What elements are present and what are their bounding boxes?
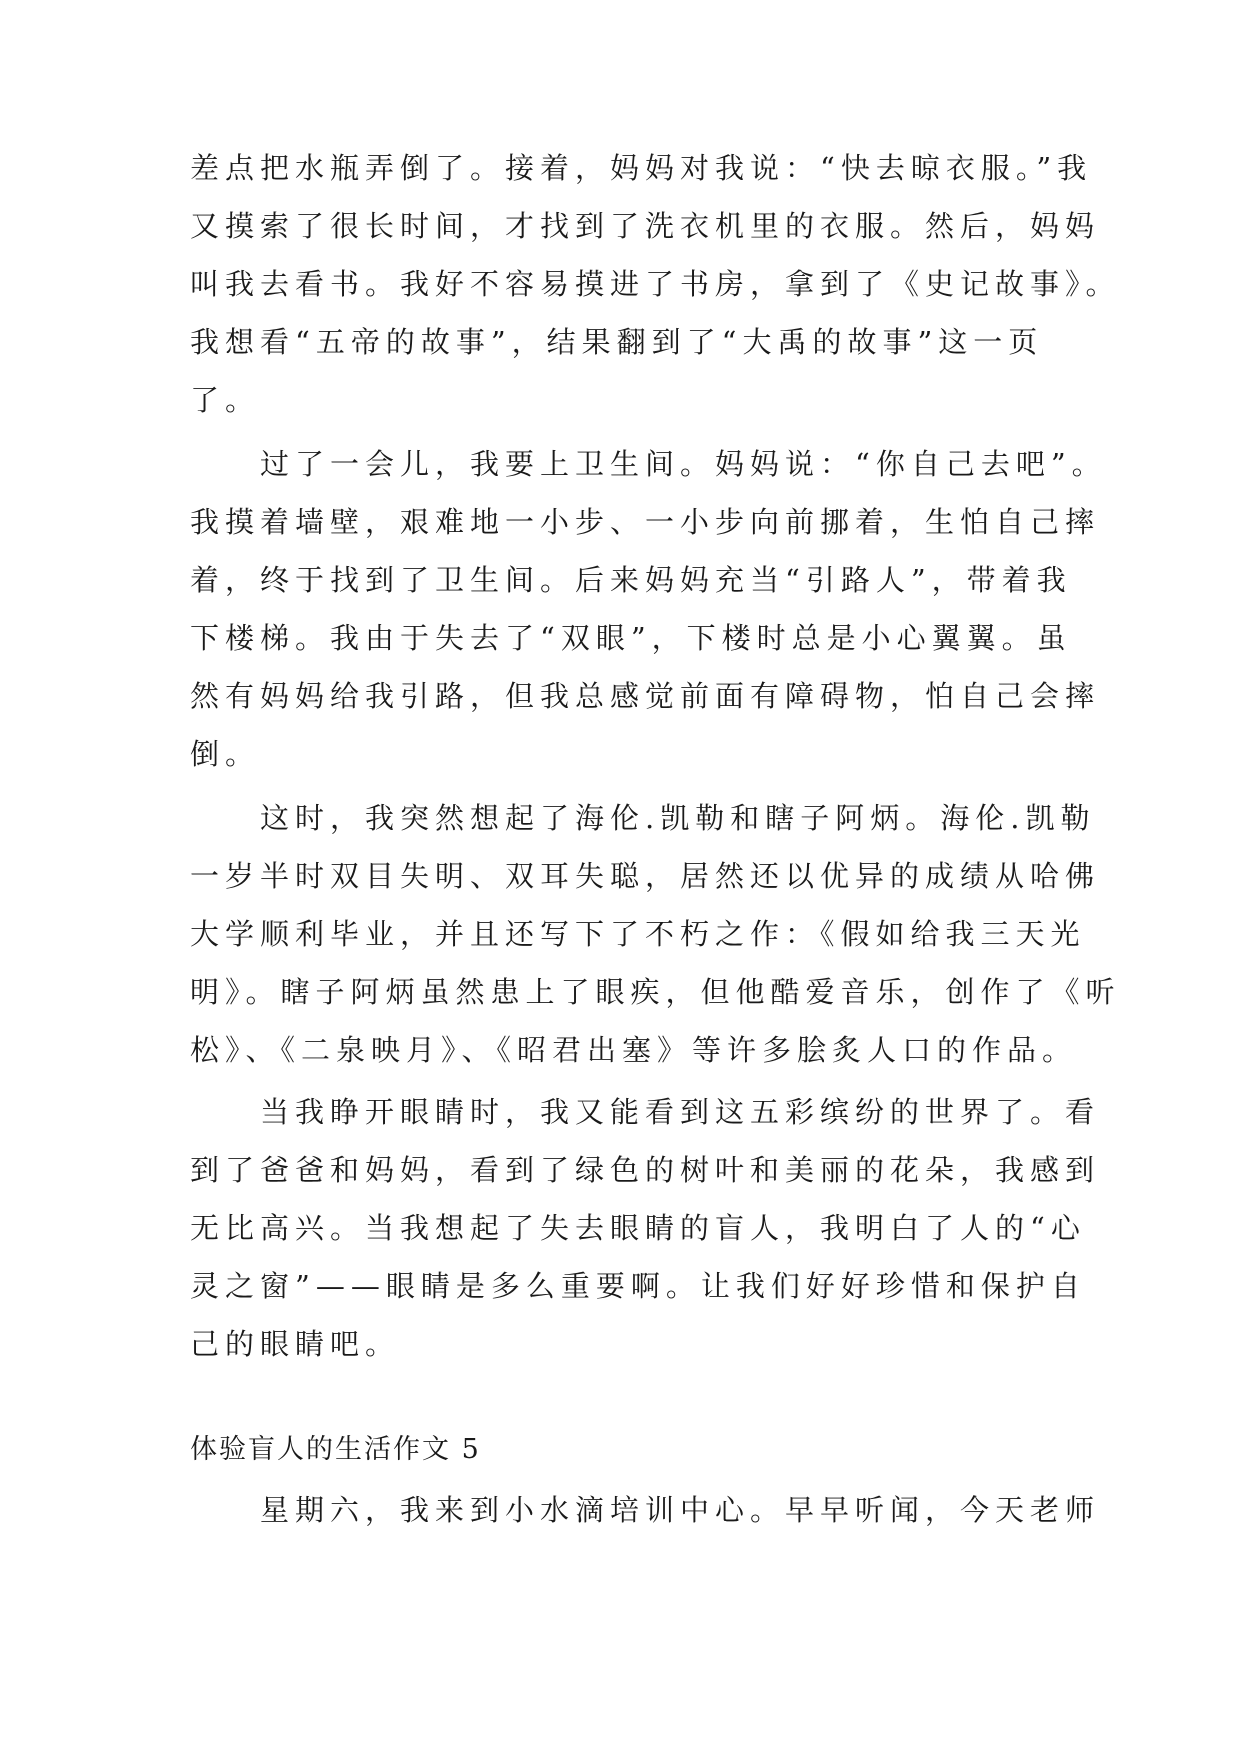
text-line: 差点把水瓶弄倒了。接着，妈妈对我说：“快去晾衣服。”我 <box>190 151 1093 185</box>
section-heading: 体验盲人的生活作文 5 <box>190 1434 481 1465</box>
text-line: 然有妈妈给我引路，但我总感觉前面有障碍物，怕自己会摔 <box>190 679 1101 713</box>
text-line: 当我睁开眼睛时，我又能看到这五彩缤纷的世界了。看 <box>190 1095 1101 1129</box>
text-line: 我摸着墙壁，艰难地一小步、一小步向前挪着，生怕自己摔 <box>190 505 1101 539</box>
text-line: 下楼梯。我由于失去了“双眼”，下楼时总是小心翼翼。虽 <box>190 621 1072 655</box>
text-line: 倒。 <box>190 737 261 771</box>
text-line: 这时，我突然想起了海伦.凯勒和瞎子阿炳。海伦.凯勒 <box>190 801 1096 835</box>
text-line: 过了一会儿，我要上卫生间。妈妈说：“你自己去吧”。 <box>190 447 1107 481</box>
text-line: 星期六，我来到小水滴培训中心。早早听闻，今天老师 <box>190 1493 1101 1527</box>
text-line: 我想看“五帝的故事”，结果翻到了“大禹的故事”这一页 <box>190 325 1044 359</box>
text-line: 灵之窗”——眼睛是多么重要啊。让我们好好珍惜和保护自 <box>190 1269 1086 1303</box>
text-line: 到了爸爸和妈妈，看到了绿色的树叶和美丽的花朵，我感到 <box>190 1153 1101 1187</box>
text-line: 己的眼睛吧。 <box>190 1327 401 1361</box>
text-line: 明》。瞎子阿炳虽然患上了眼疾，但他酷爱音乐，创作了《听 <box>190 975 1121 1009</box>
text-line: 叫我去看书。我好不容易摸进了书房，拿到了《史记故事》。 <box>190 267 1121 301</box>
text-line: 松》、《二泉映月》、《昭君出塞》等许多脍炙人口的作品。 <box>190 1033 1078 1067</box>
text-line: 又摸索了很长时间，才找到了洗衣机里的衣服。然后，妈妈 <box>190 209 1101 243</box>
text-line: 着，终于找到了卫生间。后来妈妈充当“引路人”，带着我 <box>190 563 1072 597</box>
text-line: 了。 <box>190 383 261 417</box>
text-line: 无比高兴。当我想起了失去眼睛的盲人，我明白了人的“心 <box>190 1211 1086 1245</box>
text-line: 一岁半时双目失明、双耳失聪，居然还以优异的成绩从哈佛 <box>190 859 1101 893</box>
text-line: 大学顺利毕业，并且还写下了不朽之作：《假如给我三天光 <box>190 917 1086 951</box>
